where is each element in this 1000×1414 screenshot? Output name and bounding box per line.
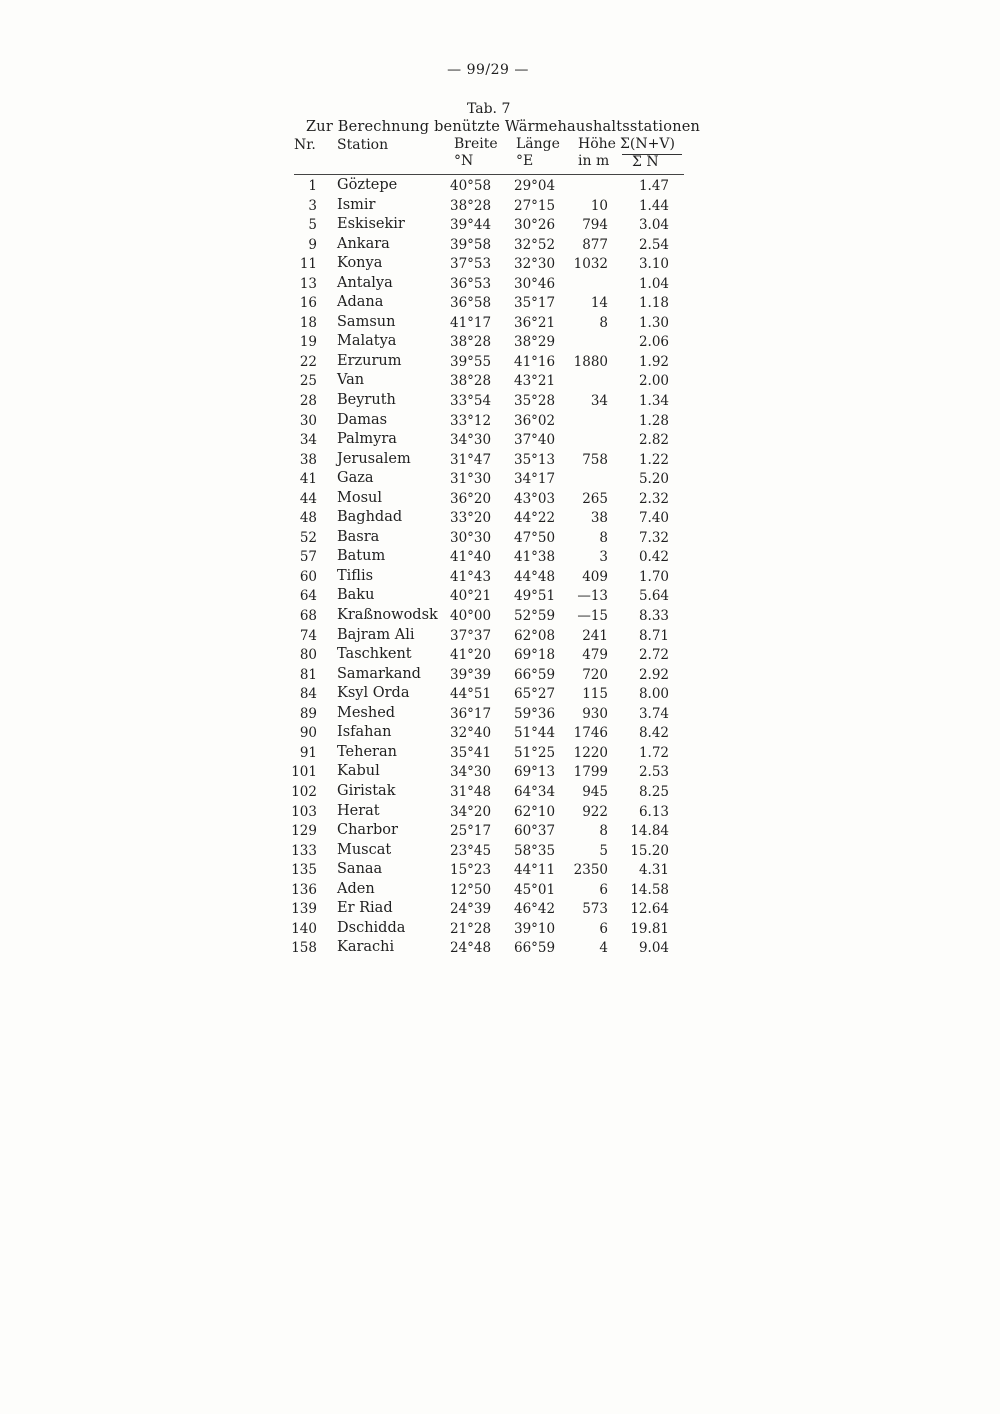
table-row — [0, 430, 1000, 450]
row-station: Basra — [337, 528, 380, 545]
row-longitude: 36°21 — [514, 314, 556, 331]
row-latitude: 44°51 — [450, 686, 492, 703]
table-row — [0, 626, 1000, 646]
row-ratio: 3.74 — [638, 705, 669, 722]
row-nr: 139 — [291, 901, 317, 918]
row-longitude: 46°42 — [514, 901, 556, 918]
row-altitude: 38 — [590, 510, 608, 527]
table-row — [0, 723, 1000, 743]
table-row — [0, 919, 1000, 939]
row-ratio: 2.53 — [638, 764, 669, 781]
row-nr: 68 — [299, 608, 317, 625]
row-ratio: 9.04 — [638, 940, 669, 957]
row-ratio: 1.30 — [638, 314, 669, 331]
row-altitude: 945 — [582, 783, 608, 800]
row-station: Antalya — [337, 274, 393, 291]
row-altitude: 10 — [590, 197, 608, 214]
row-nr: 101 — [291, 764, 317, 781]
row-longitude: 49°51 — [514, 588, 556, 605]
row-station: Kabul — [337, 763, 380, 780]
table-row — [0, 684, 1000, 704]
row-ratio: 1.22 — [638, 451, 669, 468]
table-row — [0, 899, 1000, 919]
row-nr: 22 — [299, 353, 317, 370]
row-nr: 64 — [299, 588, 317, 605]
table-row — [0, 645, 1000, 665]
row-nr: 80 — [299, 647, 317, 664]
row-latitude: 38°28 — [450, 334, 492, 351]
row-latitude: 34°20 — [450, 803, 492, 820]
row-latitude: 40°00 — [450, 608, 492, 625]
row-latitude: 31°30 — [450, 471, 492, 488]
row-ratio: 1.04 — [638, 275, 669, 292]
table-row — [0, 782, 1000, 802]
header-hoehe: Höhe — [578, 136, 616, 152]
row-nr: 44 — [299, 490, 317, 507]
row-longitude: 59°36 — [514, 705, 556, 722]
row-longitude: 39°10 — [514, 920, 556, 937]
header-laenge: Länge — [516, 136, 560, 152]
row-nr: 52 — [299, 529, 317, 546]
row-ratio: 8.33 — [638, 608, 669, 625]
table-row — [0, 235, 1000, 255]
row-ratio: 2.06 — [638, 334, 669, 351]
row-station: Bajram Ali — [337, 626, 415, 643]
table-row — [0, 411, 1000, 431]
row-altitude: 1799 — [573, 764, 608, 781]
row-longitude: 29°04 — [514, 178, 556, 194]
row-latitude: 31°47 — [450, 451, 492, 468]
row-nr: 84 — [299, 686, 317, 703]
row-longitude: 66°59 — [514, 666, 556, 683]
row-latitude: 41°43 — [450, 568, 492, 585]
table-row — [0, 586, 1000, 606]
table-label: Tab. 7 — [467, 101, 511, 117]
row-station: Damas — [337, 411, 388, 428]
row-longitude: 62°10 — [514, 803, 556, 820]
row-ratio: 15.20 — [630, 842, 669, 859]
table-row — [0, 274, 1000, 294]
row-station: Giristak — [337, 782, 396, 799]
row-station: Teheran — [337, 743, 397, 760]
row-latitude: 21°28 — [450, 920, 492, 937]
row-ratio: 7.32 — [638, 529, 669, 546]
row-nr: 103 — [291, 803, 317, 820]
row-latitude: 15°23 — [450, 862, 492, 879]
row-station: Samarkand — [337, 665, 421, 682]
row-altitude: 573 — [582, 901, 608, 918]
row-station: Tiflis — [337, 567, 374, 584]
row-station: Göztepe — [337, 177, 398, 193]
table-body — [0, 176, 1000, 958]
row-altitude: 479 — [582, 647, 608, 664]
row-altitude: 2350 — [573, 862, 608, 879]
table-row — [0, 938, 1000, 958]
row-nr: 3 — [308, 197, 317, 214]
row-longitude: 41°38 — [514, 549, 556, 566]
row-nr: 129 — [291, 823, 317, 840]
row-ratio: 2.54 — [638, 236, 669, 253]
row-ratio: 1.34 — [638, 393, 669, 410]
row-altitude: 6 — [599, 881, 608, 898]
row-ratio: 14.84 — [630, 823, 669, 840]
row-latitude: 33°20 — [450, 510, 492, 527]
row-longitude: 37°40 — [514, 432, 556, 449]
row-longitude: 52°59 — [514, 608, 556, 625]
table-row — [0, 841, 1000, 861]
row-altitude: 409 — [582, 568, 608, 585]
row-ratio: 6.13 — [638, 803, 669, 820]
row-nr: 19 — [299, 334, 317, 351]
row-latitude: 39°58 — [450, 236, 492, 253]
row-latitude: 37°37 — [450, 627, 492, 644]
row-station: Muscat — [337, 841, 392, 858]
table-row — [0, 821, 1000, 841]
table-row — [0, 293, 1000, 313]
row-nr: 81 — [299, 666, 317, 683]
header-breite: Breite — [454, 136, 498, 152]
row-station: Ksyl Orda — [337, 685, 410, 702]
table-row — [0, 313, 1000, 333]
row-latitude: 23°45 — [450, 842, 492, 859]
header-ratio-numerator: Σ(N+V) — [620, 136, 675, 152]
row-longitude: 45°01 — [514, 881, 556, 898]
row-station: Mosul — [337, 489, 382, 506]
row-latitude: 31°48 — [450, 783, 492, 800]
row-nr: 74 — [299, 627, 317, 644]
row-altitude: 1032 — [573, 256, 608, 273]
row-ratio: 8.71 — [638, 627, 669, 644]
row-nr: 57 — [299, 549, 317, 566]
row-latitude: 24°48 — [450, 940, 492, 957]
row-altitude: 8 — [599, 314, 608, 331]
row-station: Erzurum — [337, 352, 402, 369]
table-row — [0, 391, 1000, 411]
row-ratio: 2.32 — [638, 490, 669, 507]
row-longitude: 44°22 — [514, 510, 556, 527]
row-nr: 102 — [291, 783, 317, 800]
row-altitude: 877 — [582, 236, 608, 253]
table-row — [0, 469, 1000, 489]
row-longitude: 32°52 — [514, 236, 556, 253]
row-longitude: 43°21 — [514, 373, 556, 390]
page-number: — 99/29 — — [447, 62, 529, 78]
table-row — [0, 508, 1000, 528]
row-latitude: 40°58 — [450, 178, 492, 194]
row-ratio: 19.81 — [630, 920, 669, 937]
row-longitude: 69°13 — [514, 764, 556, 781]
row-nr: 90 — [299, 725, 317, 742]
table-row — [0, 802, 1000, 822]
row-altitude: 6 — [599, 920, 608, 937]
row-ratio: 2.82 — [638, 432, 669, 449]
row-latitude: 41°17 — [450, 314, 492, 331]
row-station: Er Riad — [337, 900, 393, 917]
table-row — [0, 176, 1000, 196]
table-row — [0, 254, 1000, 274]
row-longitude: 35°17 — [514, 295, 556, 312]
row-ratio: 5.20 — [638, 471, 669, 488]
row-longitude: 58°35 — [514, 842, 556, 859]
row-station: Gaza — [337, 470, 374, 487]
row-nr: 140 — [291, 920, 317, 937]
table-row — [0, 665, 1000, 685]
table-row — [0, 880, 1000, 900]
row-station: Adana — [337, 294, 384, 311]
row-altitude: 265 — [582, 490, 608, 507]
row-longitude: 62°08 — [514, 627, 556, 644]
row-nr: 91 — [299, 744, 317, 761]
row-ratio: 14.58 — [630, 881, 669, 898]
header-breite-unit: °N — [454, 153, 474, 169]
table-row — [0, 196, 1000, 216]
row-nr: 30 — [299, 412, 317, 429]
row-ratio: 1.92 — [638, 353, 669, 370]
row-altitude: 115 — [582, 686, 608, 703]
header-laenge-unit: °E — [516, 153, 534, 169]
row-nr: 158 — [291, 940, 317, 957]
row-station: Malatya — [337, 333, 397, 350]
row-ratio: 5.64 — [638, 588, 669, 605]
row-longitude: 30°46 — [514, 275, 556, 292]
table-caption: Zur Berechnung benützte Wärmehaushaltsstationen — [306, 119, 701, 135]
row-altitude: 1746 — [573, 725, 608, 742]
row-station: Herat — [337, 802, 380, 819]
row-altitude: 8 — [599, 823, 608, 840]
row-altitude: —15 — [577, 608, 608, 625]
row-latitude: 34°30 — [450, 764, 492, 781]
row-station: Karachi — [337, 939, 395, 956]
row-altitude: 14 — [590, 295, 608, 312]
row-latitude: 36°53 — [450, 275, 492, 292]
row-station: Ankara — [337, 235, 390, 252]
row-station: Charbor — [337, 822, 398, 839]
row-nr: 28 — [299, 393, 317, 410]
row-station: Meshed — [337, 704, 396, 721]
row-longitude: 30°26 — [514, 217, 556, 234]
row-nr: 16 — [299, 295, 317, 312]
row-latitude: 33°12 — [450, 412, 492, 429]
row-nr: 133 — [291, 842, 317, 859]
row-station: Taschkent — [337, 646, 412, 663]
row-longitude: 35°28 — [514, 393, 556, 410]
row-altitude: 720 — [582, 666, 608, 683]
row-altitude: 3 — [599, 549, 608, 566]
row-ratio: 1.47 — [638, 178, 669, 194]
row-ratio: 1.70 — [638, 568, 669, 585]
header-rule — [294, 174, 684, 175]
header-hoehe-unit: in m — [578, 153, 610, 169]
row-altitude: 34 — [590, 393, 608, 410]
row-altitude: 8 — [599, 529, 608, 546]
row-longitude: 66°59 — [514, 940, 556, 957]
table-row — [0, 606, 1000, 626]
row-station: Van — [337, 372, 365, 389]
row-station: Jerusalem — [337, 450, 411, 467]
header-nr: Nr. — [294, 137, 316, 153]
row-nr: 135 — [291, 862, 317, 879]
row-latitude: 38°28 — [450, 197, 492, 214]
row-latitude: 36°17 — [450, 705, 492, 722]
table-row — [0, 567, 1000, 587]
row-station: Sanaa — [337, 861, 383, 878]
row-ratio: 4.31 — [638, 862, 669, 879]
row-ratio: 0.42 — [638, 549, 669, 566]
row-longitude: 47°50 — [514, 529, 556, 546]
row-longitude: 44°11 — [514, 862, 556, 879]
row-longitude: 34°17 — [514, 471, 556, 488]
row-longitude: 69°18 — [514, 647, 556, 664]
row-latitude: 36°20 — [450, 490, 492, 507]
row-nr: 136 — [291, 881, 317, 898]
row-ratio: 1.44 — [638, 197, 669, 214]
row-latitude: 30°30 — [450, 529, 492, 546]
table-row — [0, 860, 1000, 880]
row-latitude: 41°20 — [450, 647, 492, 664]
row-station: Baku — [337, 587, 375, 604]
row-station: Batum — [337, 548, 386, 565]
row-nr: 48 — [299, 510, 317, 527]
row-altitude: 758 — [582, 451, 608, 468]
row-ratio: 12.64 — [630, 901, 669, 918]
row-station: Samsun — [337, 313, 396, 330]
row-altitude: 5 — [599, 842, 608, 859]
table-row — [0, 489, 1000, 509]
table-row — [0, 371, 1000, 391]
row-latitude: 36°58 — [450, 295, 492, 312]
table-row — [0, 215, 1000, 235]
row-station: Isfahan — [337, 724, 392, 741]
row-longitude: 36°02 — [514, 412, 556, 429]
row-station: Beyruth — [337, 392, 396, 409]
row-nr: 38 — [299, 451, 317, 468]
table-row — [0, 450, 1000, 470]
header-station: Station — [337, 137, 389, 153]
row-latitude: 34°30 — [450, 432, 492, 449]
row-nr: 25 — [299, 373, 317, 390]
row-ratio: 1.72 — [638, 744, 669, 761]
row-station: Kraßnowodsk — [337, 607, 438, 624]
row-altitude: 1880 — [573, 353, 608, 370]
row-nr: 5 — [308, 217, 317, 234]
row-station: Palmyra — [337, 431, 397, 448]
row-ratio: 3.04 — [638, 217, 669, 234]
row-nr: 11 — [299, 256, 317, 273]
row-nr: 9 — [308, 236, 317, 253]
row-station: Ismir — [337, 196, 376, 213]
row-ratio: 2.72 — [638, 647, 669, 664]
table-row — [0, 547, 1000, 567]
table-row — [0, 332, 1000, 352]
row-altitude: 1220 — [573, 744, 608, 761]
row-ratio: 1.18 — [638, 295, 669, 312]
row-ratio: 1.28 — [638, 412, 669, 429]
table-row — [0, 743, 1000, 763]
row-nr: 60 — [299, 568, 317, 585]
row-nr: 89 — [299, 705, 317, 722]
table-row — [0, 704, 1000, 724]
row-latitude: 37°53 — [450, 256, 492, 273]
row-ratio: 3.10 — [638, 256, 669, 273]
row-longitude: 65°27 — [514, 686, 556, 703]
row-nr: 34 — [299, 432, 317, 449]
row-nr: 13 — [299, 275, 317, 292]
table-row — [0, 528, 1000, 548]
row-latitude: 40°21 — [450, 588, 492, 605]
row-nr: 18 — [299, 314, 317, 331]
row-longitude: 64°34 — [514, 783, 556, 800]
row-altitude: 241 — [582, 627, 608, 644]
row-station: Aden — [337, 880, 375, 897]
row-longitude: 38°29 — [514, 334, 556, 351]
row-station: Dschidda — [337, 919, 406, 936]
row-ratio: 8.42 — [638, 725, 669, 742]
row-longitude: 43°03 — [514, 490, 556, 507]
row-latitude: 38°28 — [450, 373, 492, 390]
row-longitude: 27°15 — [514, 197, 556, 214]
row-altitude: 4 — [599, 940, 608, 957]
row-ratio: 8.00 — [638, 686, 669, 703]
row-latitude: 39°44 — [450, 217, 492, 234]
row-longitude: 60°37 — [514, 823, 556, 840]
row-nr: 1 — [308, 178, 317, 194]
row-longitude: 51°44 — [514, 725, 556, 742]
row-longitude: 32°30 — [514, 256, 556, 273]
row-nr: 41 — [299, 471, 317, 488]
row-latitude: 25°17 — [450, 823, 492, 840]
table-row — [0, 352, 1000, 372]
row-latitude: 39°39 — [450, 666, 492, 683]
row-station: Baghdad — [337, 509, 403, 526]
row-ratio: 7.40 — [638, 510, 669, 527]
row-longitude: 44°48 — [514, 568, 556, 585]
row-latitude: 32°40 — [450, 725, 492, 742]
row-latitude: 33°54 — [450, 393, 492, 410]
row-latitude: 24°39 — [450, 901, 492, 918]
row-station: Konya — [337, 255, 383, 272]
header-ratio-denominator: Σ N — [632, 154, 659, 170]
row-altitude: —13 — [577, 588, 608, 605]
row-ratio: 8.25 — [638, 783, 669, 800]
row-latitude: 12°50 — [450, 881, 492, 898]
row-altitude: 922 — [582, 803, 608, 820]
row-longitude: 41°16 — [514, 353, 556, 370]
row-longitude: 35°13 — [514, 451, 556, 468]
row-latitude: 41°40 — [450, 549, 492, 566]
row-altitude: 930 — [582, 705, 608, 722]
row-longitude: 51°25 — [514, 744, 556, 761]
row-altitude: 794 — [582, 217, 608, 234]
row-ratio: 2.00 — [638, 373, 669, 390]
row-ratio: 2.92 — [638, 666, 669, 683]
table-row — [0, 762, 1000, 782]
row-station: Eskisekir — [337, 216, 405, 233]
row-latitude: 35°41 — [450, 744, 492, 761]
row-latitude: 39°55 — [450, 353, 492, 370]
